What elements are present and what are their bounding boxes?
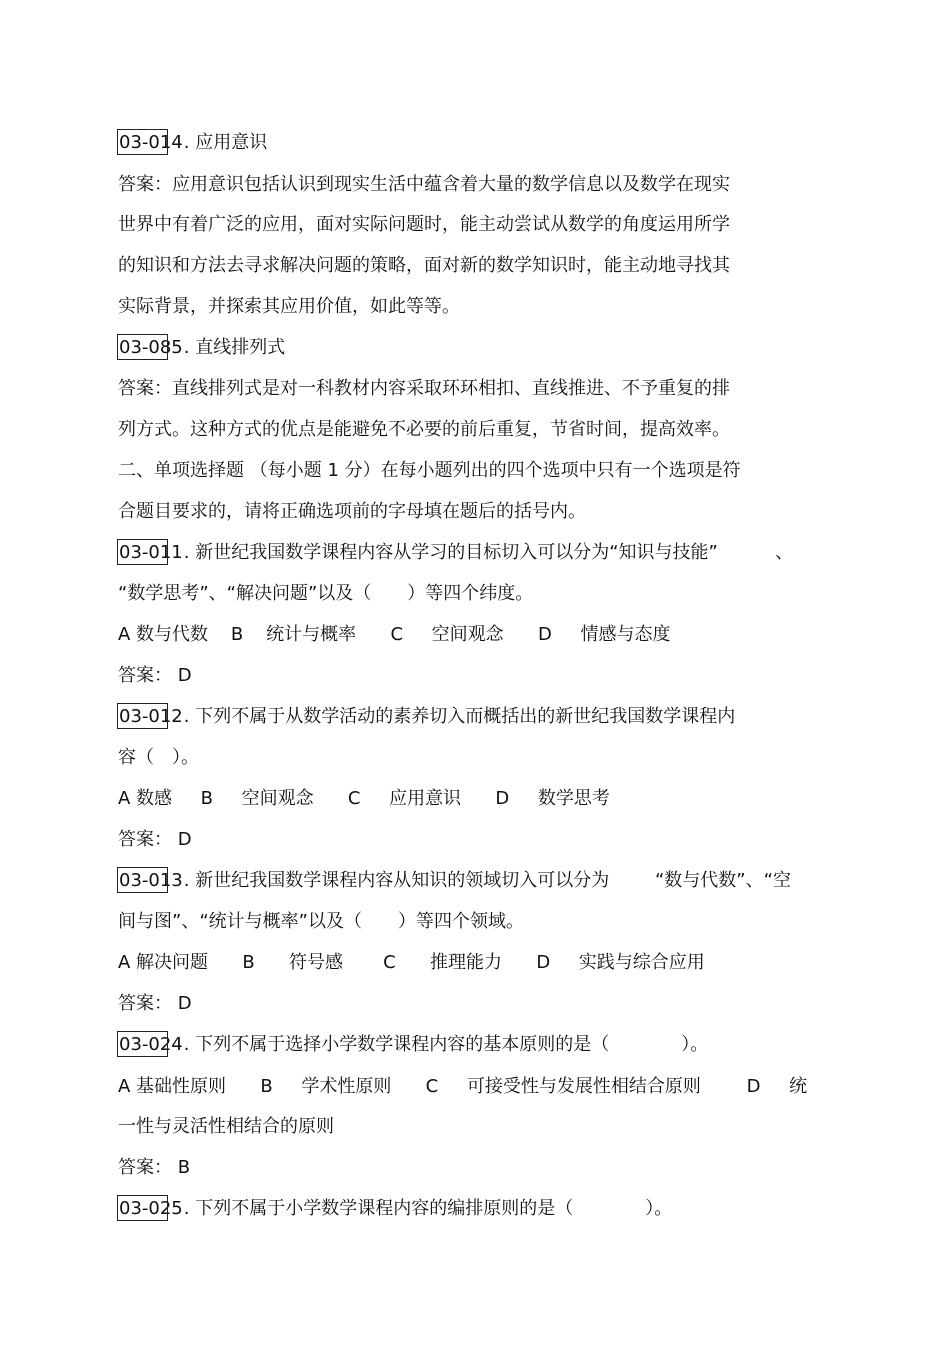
question-code: 03-013 xyxy=(118,869,184,893)
options-line: A 数与代数 B 统计与概率 C 空间观念 D 情感与态度 xyxy=(118,624,671,645)
code-box xyxy=(117,334,168,360)
answer-line: 答案：应用意识包括认识到现实生活中蕴含着大量的数学信息以及数学在现实 xyxy=(118,174,730,195)
answer-line: 答案： D xyxy=(118,665,192,686)
question-text: . 下列不属于从数学活动的素养切入而概括出的新世纪我国数学课程内 xyxy=(183,706,736,727)
answer-line: 的知识和方法去寻求解决问题的策略，面对新的数学知识时，能主动地寻找其 xyxy=(118,255,730,276)
options-line: A 数感 B 空间观念 C 应用意识 D 数学思考 xyxy=(118,788,610,809)
question-text: . 直线排列式 xyxy=(183,337,286,358)
answer-line: 答案： D xyxy=(118,993,192,1014)
code-box xyxy=(117,539,168,565)
question-text: 容（ ）。 xyxy=(118,747,199,768)
question-code: 03-012 xyxy=(118,705,184,729)
question-text: 间与图”、“统计与概率”以及（ ）等四个领域。 xyxy=(118,911,524,932)
answer-line: 列方式。这种方式的优点是能避免不必要的前后重复，节省时间，提高效率。 xyxy=(118,419,730,440)
answer-line: 答案： B xyxy=(118,1157,191,1178)
question-text: “数学思考”、“解决问题”以及（ ）等四个纬度。 xyxy=(118,583,534,604)
options-line: A 解决问题 B 符号感 C 推理能力 D 实践与综合应用 xyxy=(118,952,705,973)
code-box xyxy=(117,1031,168,1057)
question-text: . 下列不属于小学数学课程内容的编排原则的是（ ）。 xyxy=(183,1198,673,1219)
section-heading: 二、单项选择题 （每小题 1 分）在每小题列出的四个选项中只有一个选项是符 xyxy=(118,460,741,481)
question-heading xyxy=(118,1033,708,1057)
question-code: 03-024 xyxy=(118,1033,184,1057)
question-text: . 新世纪我国数学课程内容从学习的目标切入可以分为“知识与技能” 、 xyxy=(183,542,794,563)
options-line: A 基础性原则 B 学术性原则 C 可接受性与发展性相结合原则 D 统 xyxy=(118,1076,808,1097)
answer-line: 答案： D xyxy=(118,829,192,850)
code-box xyxy=(117,1195,168,1221)
question-code: 03-011 xyxy=(118,541,184,565)
question-heading xyxy=(118,705,735,729)
answer-line: 答案：直线排列式是对一科教材内容采取环环相扣、直线推进、不予重复的排 xyxy=(118,378,730,399)
code-box xyxy=(117,703,168,729)
question-code: 03-014 xyxy=(118,131,184,155)
answer-line: 世界中有着广泛的应用，面对实际问题时，能主动尝试从数学的角度运用所学 xyxy=(118,214,730,235)
question-heading xyxy=(118,336,285,360)
code-box xyxy=(117,129,168,155)
section-instruction: 合题目要求的，请将正确选项前的字母填在题后的括号内。 xyxy=(118,501,586,522)
question-heading xyxy=(118,1197,672,1221)
question-text: . 下列不属于选择小学数学课程内容的基本原则的是（ ）。 xyxy=(183,1034,709,1055)
options-line: 一性与灵活性相结合的原则 xyxy=(118,1116,334,1137)
answer-line: 实际背景，并探索其应用价值，如此等等。 xyxy=(118,296,460,317)
question-heading xyxy=(118,131,267,155)
question-heading xyxy=(118,541,793,565)
question-code: 03-025 xyxy=(118,1197,184,1221)
question-heading xyxy=(118,869,791,893)
question-code: 03-085 xyxy=(118,336,184,360)
code-box xyxy=(117,867,168,893)
question-text: . 应用意识 xyxy=(183,132,268,153)
question-text: . 新世纪我国数学课程内容从知识的领域切入可以分为 “数与代数”、“空 xyxy=(183,870,791,891)
